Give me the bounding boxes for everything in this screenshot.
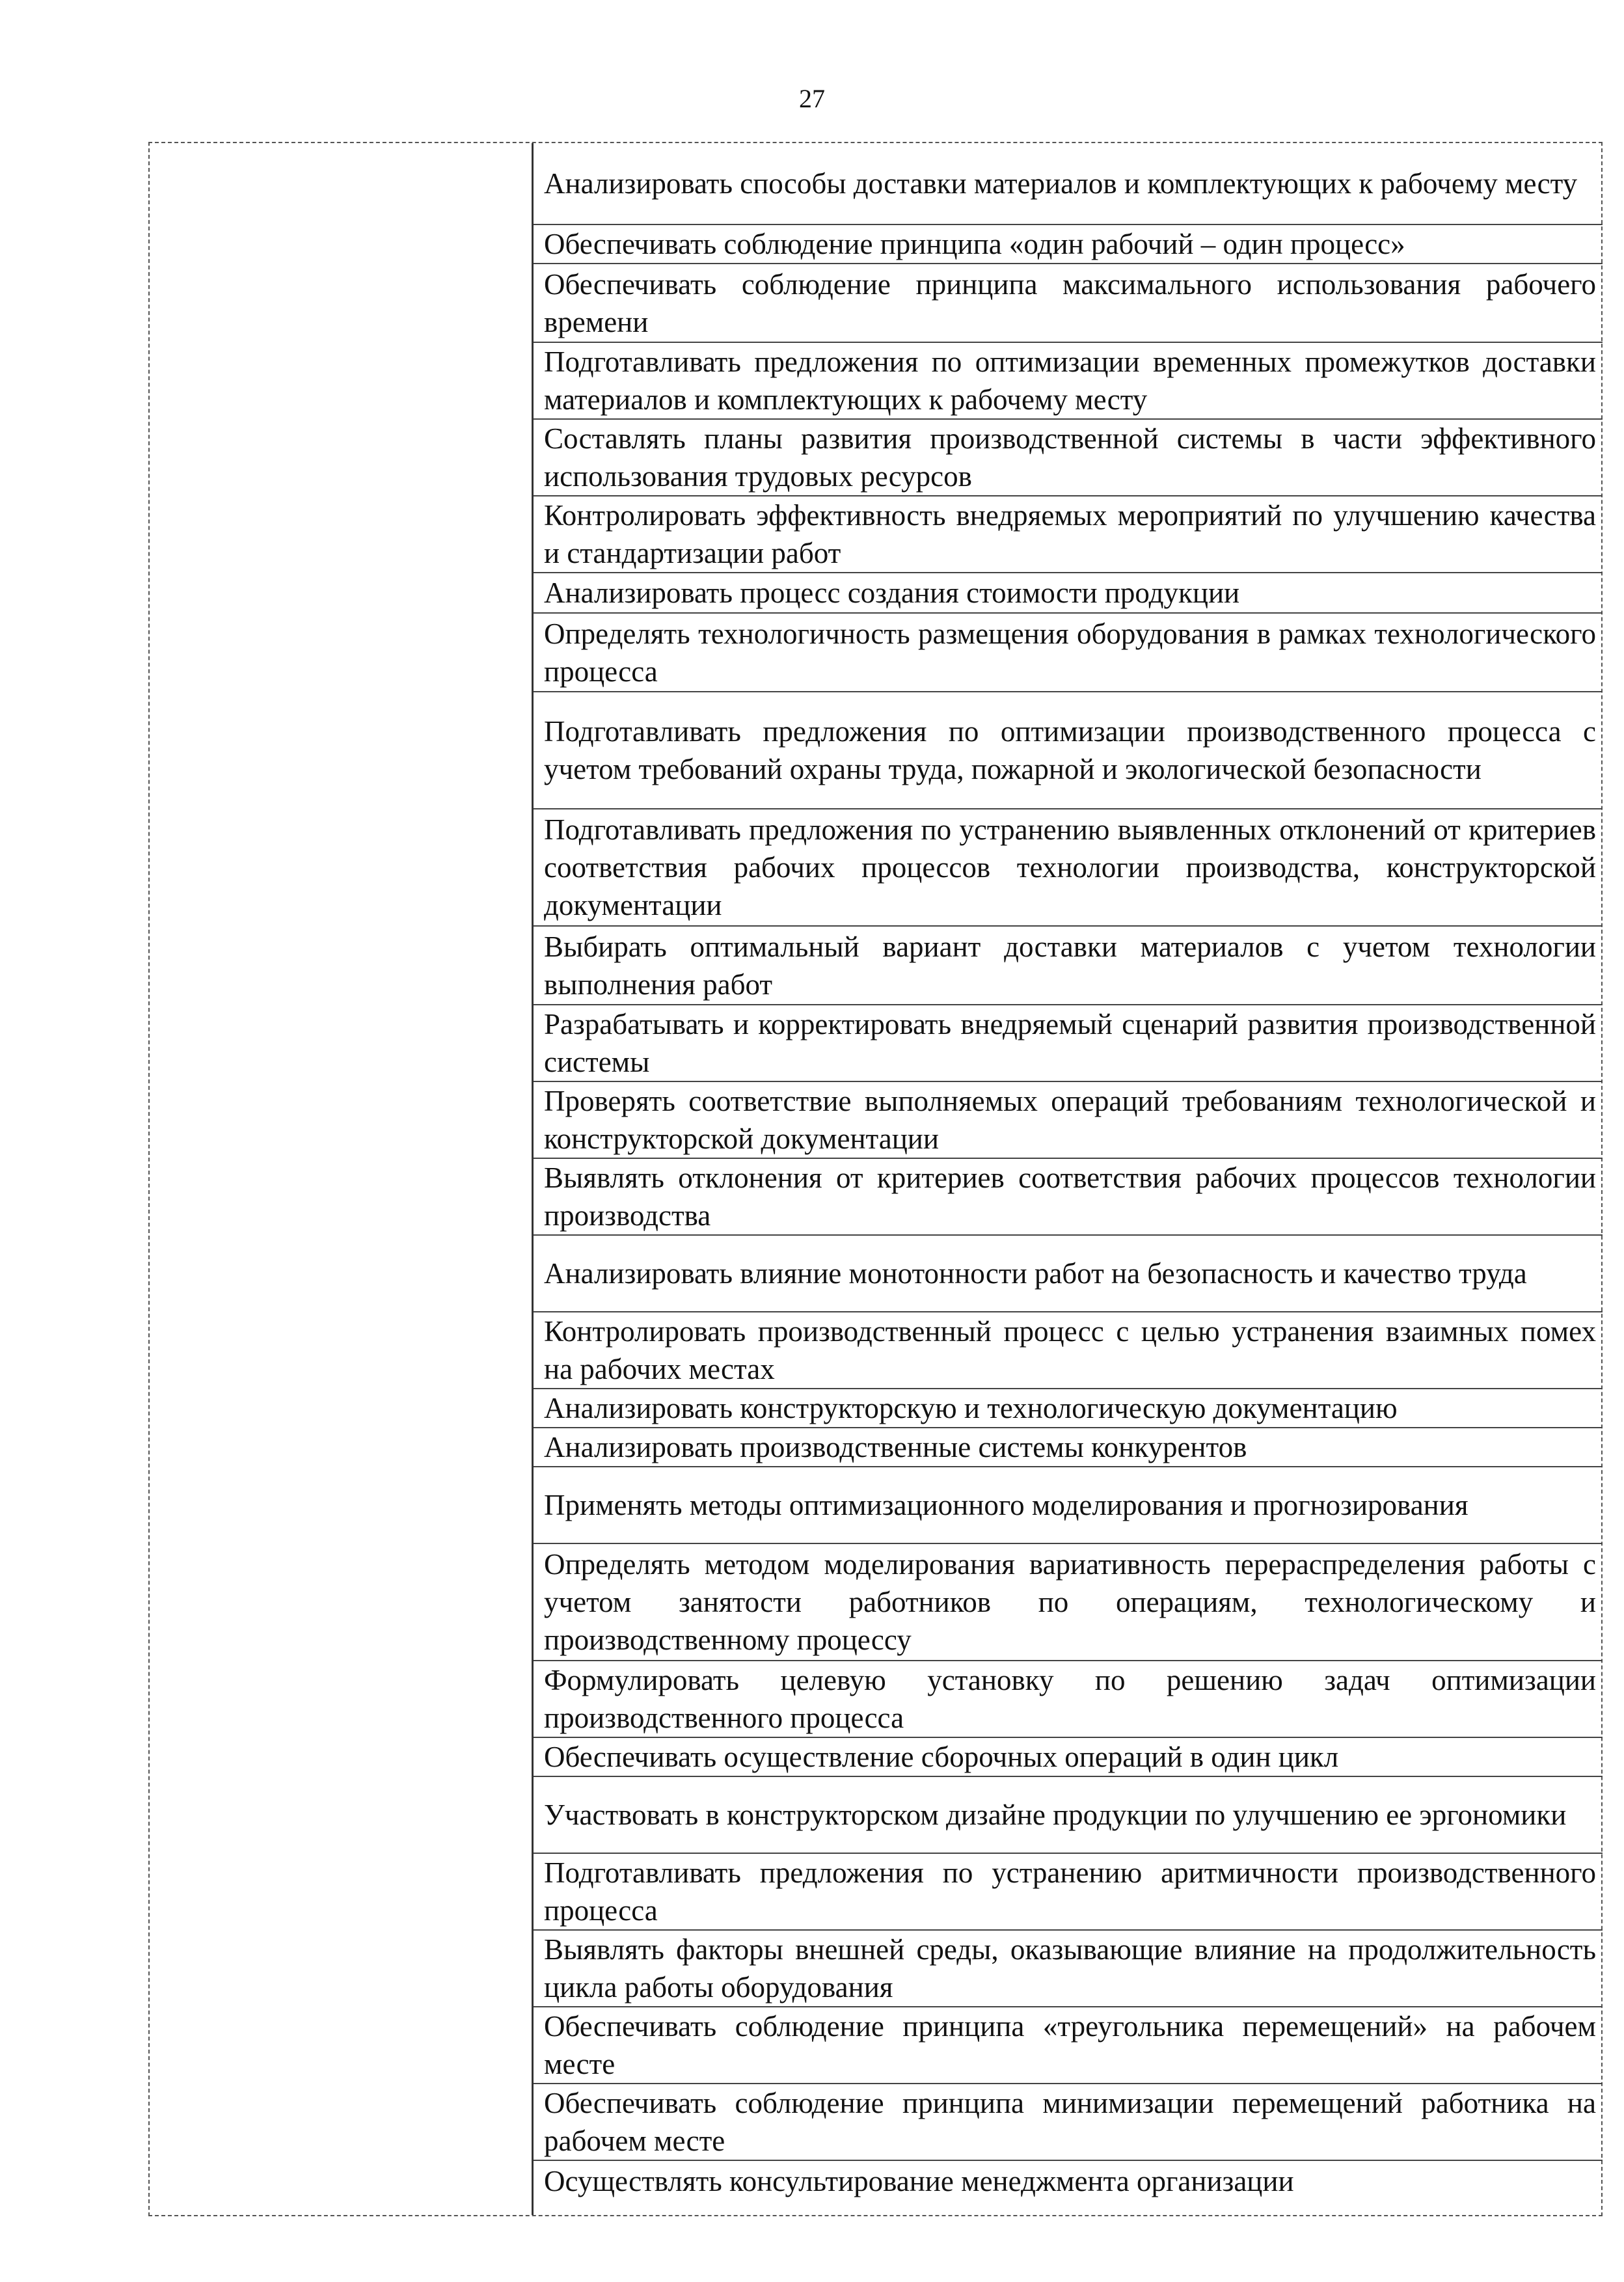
table-row [534,343,1603,420]
table-row [534,225,1603,264]
table-row [534,1661,1603,1738]
row-text: Применять методы оптимизационного моделирования и прогнозирования [544,1489,1468,1521]
table-row [534,1428,1603,1467]
table-row [534,1467,1603,1544]
row-text: Составлять планы развития производственной системы в части эффективного использования трудовых ресурсов [544,422,1596,493]
table-row [534,1854,1603,1931]
table-row [534,1312,1603,1389]
row-text: Определять технологичность размещения оборудования в рамках технологического процесса [544,617,1596,688]
row-text: Осуществлять консультирование менеджмента организации [544,2165,1294,2197]
row-text: Выбирать оптимальный вариант доставки материалов с учетом технологии выполнения работ [544,930,1596,1001]
row-text: Выявлять факторы внешней среды, оказывающие влияние на продолжительность цикла работы оборудования [544,1933,1596,2004]
row-text: Подготавливать предложения по оптимизации производственного процесса с учетом требований охраны труда, пожарной и экологической безопасности [544,715,1596,785]
row-text: Обеспечивать осуществление сборочных операций в один цикл [544,1741,1339,1773]
table-left-column [150,143,534,2215]
row-text: Подготавливать предложения по оптимизации временных промежутков доставки материалов и комплектующих к рабочему месту [544,346,1596,416]
row-text: Проверять соответствие выполняемых операций требованиям технологической и конструкторской документации [544,1085,1596,1155]
row-text: Формулировать целевую установку по решению задач оптимизации производственного процесса [544,1664,1596,1734]
table-row [534,1738,1603,1777]
row-text: Участвовать в конструкторском дизайне продукции по улучшению ее эргономики [544,1799,1567,1831]
row-text: Выявлять отклонения от критериев соответствия рабочих процессов технологии производства [544,1161,1596,1232]
row-text: Анализировать конструкторскую и технологическую документацию [544,1392,1398,1424]
table-right-column [534,143,1603,2215]
table-row [534,264,1603,343]
table-row [534,573,1603,614]
table-row [534,1544,1603,1661]
row-text: Разрабатывать и корректировать внедряемый сценарий развития производственной системы [544,1008,1596,1078]
table-row [534,143,1603,225]
row-text: Анализировать влияние монотонности работ на безопасность и качество труда [544,1257,1527,1290]
row-text: Анализировать производственные системы конкурентов [544,1431,1247,1463]
table-row [534,614,1603,692]
table-row [534,496,1603,573]
table-row [534,1931,1603,2007]
table-row [534,809,1603,927]
table-row [534,692,1603,809]
row-text: Обеспечивать соблюдение принципа «один рабочий – один процесс» [544,228,1405,260]
table-row [534,2007,1603,2084]
skills-table [148,142,1603,2216]
row-text: Обеспечивать соблюдение принципа «треугольника перемещений» на рабочем месте [544,2010,1596,2080]
row-text: Анализировать процесс создания стоимости продукции [544,577,1240,609]
row-text: Контролировать эффективность внедряемых мероприятий по улучшению качества и стандартизации работ [544,499,1596,569]
row-text: Обеспечивать соблюдение принципа максимального использования рабочего времени [544,267,1596,338]
table-row [534,1005,1603,1082]
table-row [534,1236,1603,1312]
table-row [534,1777,1603,1854]
row-text: Обеспечивать соблюдение принципа минимизации перемещений работника на рабочем месте [544,2087,1596,2157]
table-row [534,420,1603,496]
row-text: Анализировать способы доставки материалов и комплектующих к рабочему месту [544,167,1578,200]
row-text: Подготавливать предложения по устранению выявленных отклонений от критериев соответствия рабочих процессов технологии производства, конструкторской документации [544,813,1596,921]
row-text: Определять методом моделирования вариативность перераспределения работы с учетом занятости работников по операциям, технологическому и производственному процессу [544,1548,1596,1656]
table-row [534,1082,1603,1159]
table-row [534,1389,1603,1428]
table-row [534,2084,1603,2161]
page-number: 27 [799,84,825,113]
row-text: Подготавливать предложения по устранению аритмичности производственного процесса [544,1856,1596,1927]
table-row [534,1159,1603,1236]
table-row [534,927,1603,1005]
table-row [534,2161,1603,2201]
row-text: Контролировать производственный процесс с целью устранения взаимных помех на рабочих местах [544,1315,1596,1385]
